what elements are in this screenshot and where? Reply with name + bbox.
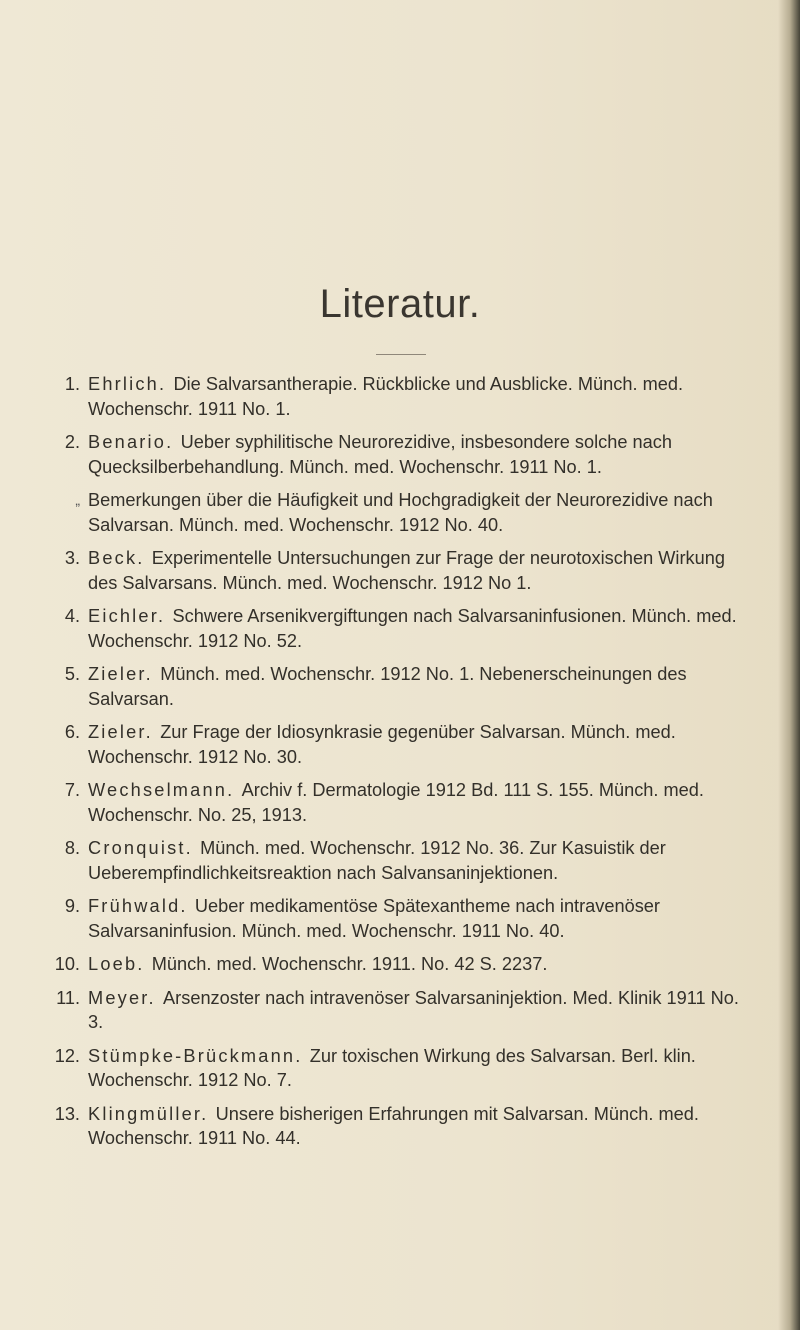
reference-text: Schwere Arsenikvergiftungen nach Salvarsaninfusionen. Münch. med. Wochenschr. 1912 No. 52. (88, 606, 737, 651)
reference-text: Ueber medikamentöse Spätexantheme nach intravenöser Salvarsaninfusion. Münch. med. Wochenschr. 1911 No. 40. (88, 896, 660, 941)
reference-text: Zur toxischen Wirkung des Salvarsan. Berl. klin. Wochenschr. 1912 No. 7. (88, 1045, 696, 1090)
reference-list (0, 372, 800, 1160)
reference-item (0, 894, 740, 943)
reference-number: 7. (64, 780, 80, 800)
reference-author: Klingmüller. (88, 1103, 216, 1124)
reference-item (0, 720, 740, 769)
reference-number: 10. (54, 954, 80, 974)
reference-author: Cronquist. (88, 838, 201, 858)
title-divider (376, 354, 426, 355)
reference-author: Zieler. (88, 722, 161, 742)
reference-author: Beck. (88, 548, 152, 568)
reference-item (0, 952, 740, 977)
reference-text: Bemerkungen über die Häufigkeit und Hochgradigkeit der Neurorezidive nach Salvarsan. Münch. med. Wochenschr. 1912 No. 40. (88, 490, 713, 535)
reference-item (0, 778, 740, 827)
reference-author: Benario. (88, 432, 181, 452)
reference-item (0, 604, 740, 653)
reference-text: Münch. med. Wochenschr. 1912 No. 1. Nebenerscheinungen des Salvarsan. (88, 664, 687, 709)
reference-number: 8. (64, 838, 80, 858)
reference-author: Loeb. (88, 954, 152, 974)
reference-author: Meyer. (88, 987, 164, 1008)
reference-number: 4. (64, 606, 80, 626)
reference-text: Zur Frage der Idiosynkrasie gegenüber Salvarsan. Münch. med. Wochenschr. 1912 No. 30. (88, 722, 676, 767)
reference-text: Ueber syphilitische Neurorezidive, insbesondere solche nach Quecksilberbehandlung. Münch. med. Wochenschr. 1911 No. 1. (88, 432, 672, 477)
reference-number: 1. (64, 374, 80, 394)
reference-item (0, 546, 740, 595)
reference-text: Archiv f. Dermatologie 1912 Bd. 111 S. 155. Münch. med. Wochenschr. No. 25, 1913. (88, 780, 704, 825)
ditto-mark: „ (75, 492, 80, 508)
reference-number: 13. (54, 1103, 80, 1124)
reference-author: Zieler. (88, 664, 161, 684)
reference-number: 3. (64, 548, 80, 568)
reference-number: 12. (54, 1045, 80, 1066)
reference-text: Münch. med. Wochenschr. 1912 No. 36. Zur Kasuistik der Ueberempfindlichkeitsreaktion nach Salvansaninjektionen. (88, 838, 666, 883)
reference-number: 6. (64, 722, 80, 742)
reference-text: Münch. med. Wochenschr. 1911. No. 42 S. 2237. (151, 954, 548, 974)
reference-number: 11. (56, 987, 80, 1008)
reference-author: Wechselmann. (88, 780, 242, 800)
reference-item (0, 1102, 740, 1151)
reference-item (0, 1044, 740, 1093)
reference-author: Stümpke-Brückmann. (88, 1045, 310, 1066)
reference-author: Ehrlich. (88, 374, 174, 394)
page-title: Literatur. (319, 282, 481, 326)
reference-item (0, 430, 740, 479)
reference-author: Frühwald. (88, 896, 195, 916)
reference-number: 5. (64, 664, 80, 684)
reference-item (0, 836, 740, 885)
reference-text: Die Salvarsantherapie. Rückblicke und Ausblicke. Münch. med. Wochenschr. 1911 No. 1. (88, 374, 684, 419)
reference-text: Experimentelle Untersuchungen zur Frage der neurotoxischen Wirkung des Salvarsans. Münch. med. Wochenschr. 1912 No 1. (88, 548, 725, 593)
reference-item (0, 372, 740, 421)
reference-number: 2. (64, 432, 80, 452)
reference-author: Eichler. (88, 606, 173, 626)
reference-number: 9. (64, 896, 80, 916)
reference-text: Arsenzoster nach intravenöser Salvarsaninjektion. Med. Klinik 1911 No. 3. (88, 987, 739, 1032)
reference-item (0, 986, 740, 1035)
reference-item (0, 662, 740, 711)
reference-item (0, 488, 740, 537)
reference-text: Unsere bisherigen Erfahrungen mit Salvarsan. Münch. med. Wochenschr. 1911 No. 44. (88, 1103, 699, 1148)
